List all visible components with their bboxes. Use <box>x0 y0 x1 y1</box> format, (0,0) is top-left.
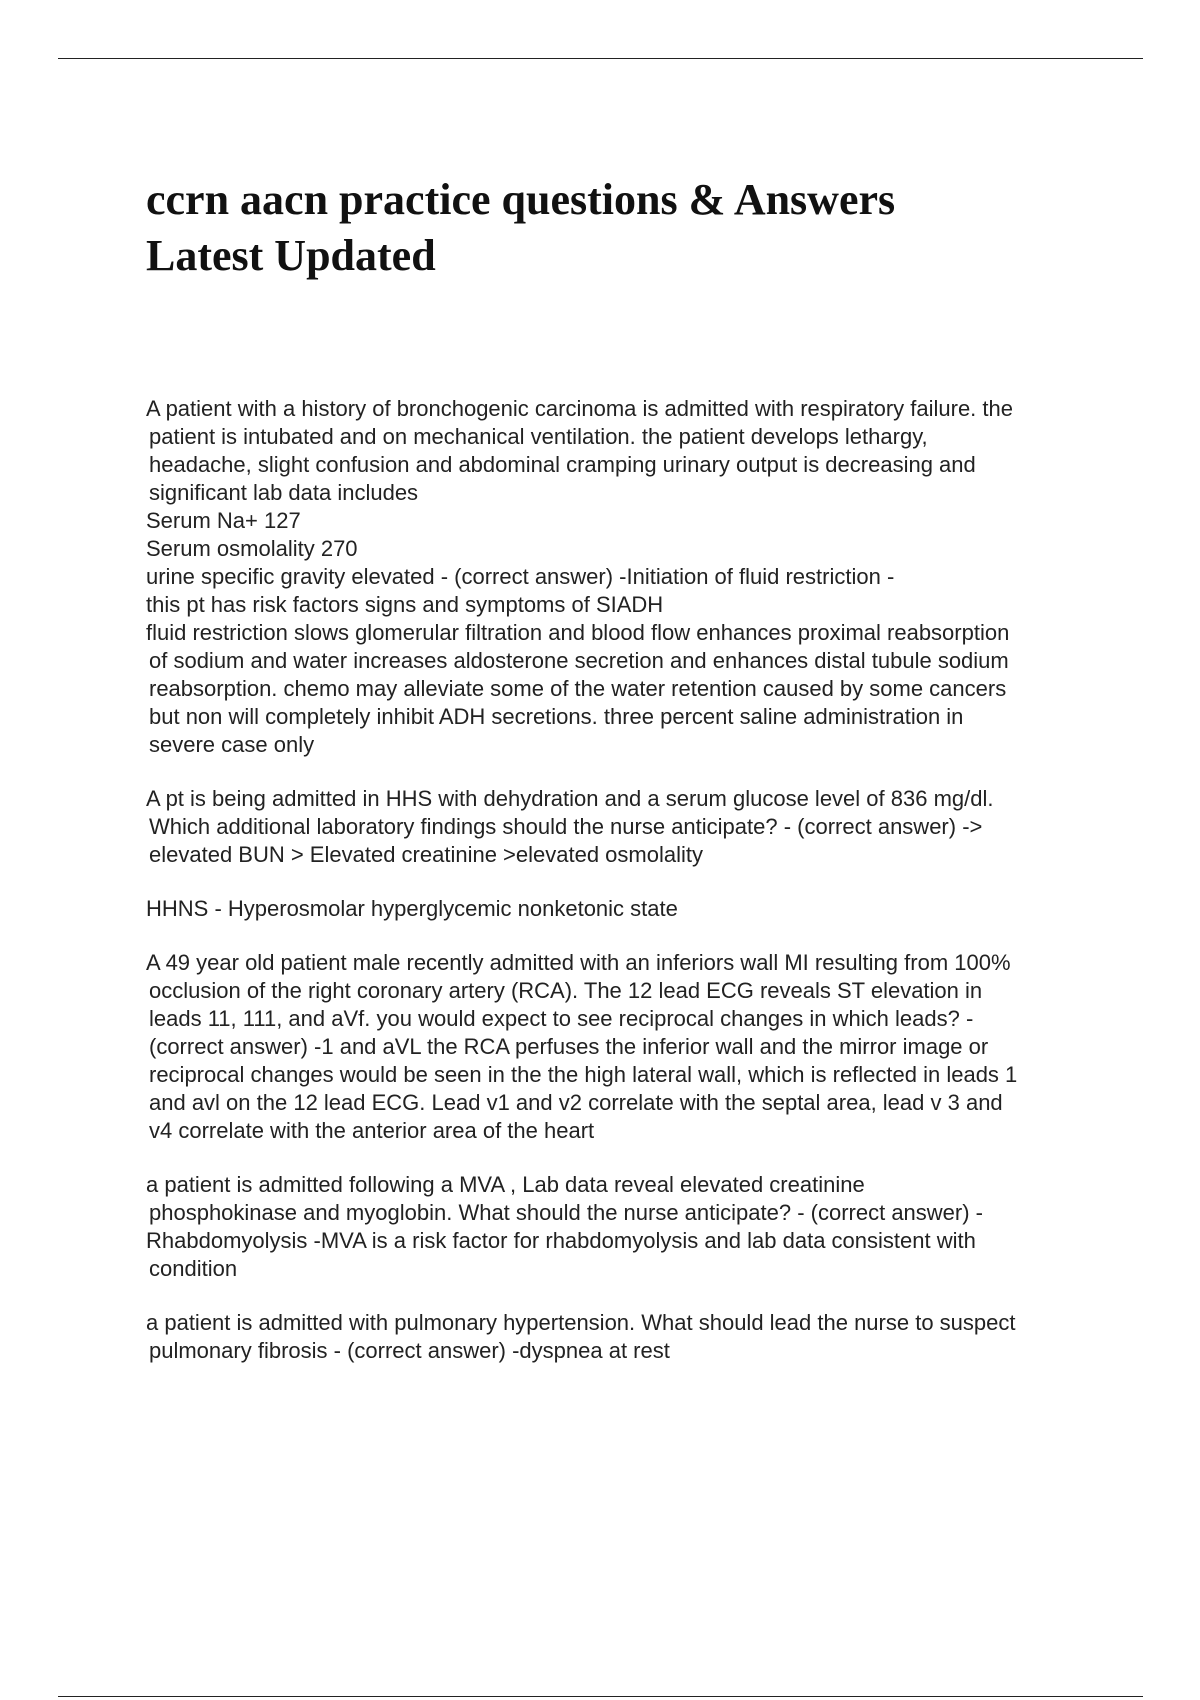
text-line: and avl on the 12 lead ECG. Lead v1 and v2 correlate with the septal area, lead v 3 and <box>149 1090 1003 1115</box>
text-line: urine specific gravity elevated - (correct answer) -Initiation of fluid restriction - <box>146 564 895 589</box>
text-line: Which additional laboratory findings should the nurse anticipate? - (correct answer) -> <box>149 814 983 839</box>
text-line: (correct answer) -1 and aVL the RCA perfuses the inferior wall and the mirror image or <box>149 1034 989 1059</box>
text-line: pulmonary fibrosis - (correct answer) -dyspnea at rest <box>149 1338 670 1363</box>
text-line: patient is intubated and on mechanical ventilation. the patient develops lethargy, <box>149 424 928 449</box>
text-line: this pt has risk factors signs and symptoms of SIADH <box>146 592 664 617</box>
text-line: elevated BUN > Elevated creatinine >elevated osmolality <box>149 842 703 867</box>
text-line: headache, slight confusion and abdominal cramping urinary output is decreasing and <box>149 452 976 477</box>
text-line: HHNS - Hyperosmolar hyperglycemic nonketonic state <box>146 896 678 921</box>
text-line: a patient is admitted following a MVA , Lab data reveal elevated creatinine <box>146 1172 865 1197</box>
text-line: Rhabdomyolysis -MVA is a risk factor for rhabdomyolysis and lab data consistent with <box>146 1228 976 1253</box>
text-line: fluid restriction slows glomerular filtration and blood flow enhances proximal reabsorption <box>146 620 1010 645</box>
bottom-divider <box>58 1696 1143 1697</box>
qa-entry-hhns <box>146 895 1096 923</box>
text-line: occlusion of the right coronary artery (RCA). The 12 lead ECG reveals ST elevation in <box>149 978 983 1003</box>
text-line: A pt is being admitted in HHS with dehydration and a serum glucose level of 836 mg/dl. <box>146 786 994 811</box>
document-title-line: Latest Updated <box>146 231 436 280</box>
document-title <box>146 172 1106 284</box>
top-divider <box>58 58 1143 59</box>
text-line: leads 11, 111, and aVf. you would expect to see reciprocal changes in which leads? - <box>149 1006 974 1031</box>
text-line: a patient is admitted with pulmonary hypertension. What should lead the nurse to suspect <box>146 1310 1016 1335</box>
text-line: significant lab data includes <box>149 480 419 505</box>
text-line: of sodium and water increases aldosterone secretion and enhances distal tubule sodium <box>149 648 1009 673</box>
text-line: but non will completely inhibit ADH secretions. three percent saline administration in <box>149 704 964 729</box>
qa-content <box>146 395 1096 1391</box>
qa-entry-mi <box>146 949 1096 1145</box>
text-line: severe case only <box>149 732 315 757</box>
text-line: A 49 year old patient male recently admitted with an inferiors wall MI resulting from 100% <box>146 950 1011 975</box>
text-line: reabsorption. chemo may alleviate some of the water retention caused by some cancers <box>149 676 1007 701</box>
text-line: Serum osmolality 270 <box>146 536 358 561</box>
qa-entry-siadh <box>146 395 1096 759</box>
document-title-line: ccrn aacn practice questions & Answers <box>146 175 896 224</box>
text-line: condition <box>149 1256 238 1281</box>
text-line: A patient with a history of bronchogenic carcinoma is admitted with respiratory failure. the <box>146 396 1013 421</box>
qa-entry-hhs <box>146 785 1096 869</box>
text-line: reciprocal changes would be seen in the the high lateral wall, which is reflected in leads 1 <box>149 1062 1018 1087</box>
qa-entry-pulmonary <box>146 1309 1096 1365</box>
text-line: phosphokinase and myoglobin. What should the nurse anticipate? - (correct answer) - <box>149 1200 984 1225</box>
qa-entry-rhabdo <box>146 1171 1096 1283</box>
text-line: Serum Na+ 127 <box>146 508 301 533</box>
text-line: v4 correlate with the anterior area of the heart <box>149 1118 595 1143</box>
